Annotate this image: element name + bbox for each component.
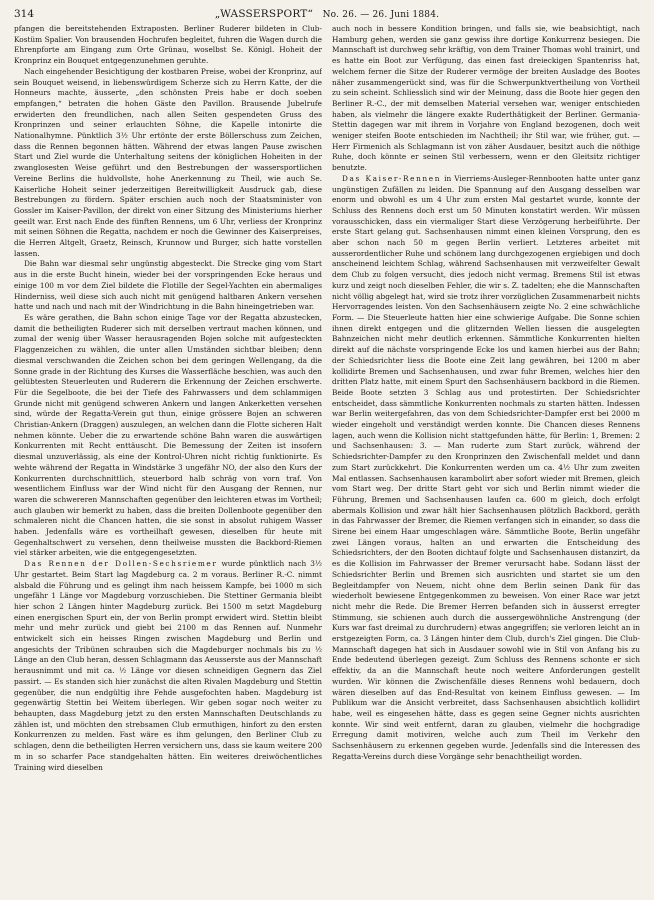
paragraph-body: wurde pünktlich nach 3½ Uhr gestartet. Beim Start lag Magdeburg ca. 2 m voraus. Berliner R.-C. nimmt alsbald die Führung und es gelingt ihm nach heissem Kampfe, bei 1000 m sich ungefähr 1 Länge vor Magdeburg vorzuschieben. Die Stettiner Germania bleibt hier schon 2 Längen hinter Magdeburg zurück. Bei 1500 m setzt Magdeburg einen energischen Spurt ein, der von Berlin prompt erwidert wird. Stettin bleibt mehr und mehr zurück und giebt bei 2100 m das Rennen auf. Nunmehr entwickelt sich ein heisses Ringen zwischen Magdeburg und Berlin und angesichts der Tribünen schrauben sich die Magdeburger nochmals bis zu ½ Länge an den Club heran, dessen Schlagmann das Aeusserste aus der Mannschaft herausnimmt und mit ca. ½ Länge vor diesen schneidigen Gegnern das Ziel passirt. — Es standen sich hier zunächst die alten Rivalen Magdeburg und Stettin gegenüber, die nun endgültig ihre Fehde ausgefochten haben. Magdeburg ist gegenwärtig Stettin bei Weitem überlegen. Wir geben sogar noch weiter zu behaupten, dass Magdeburg jetzt zu den ersten Mannschaften Deutschlands zu zählen ist, und möchten den strebsamen Club ermuthigen, hinfort zu den ersten Konkurrenzen zu melden. Fast wäre es ihm gelungen, den Berliner Club zu schlagen, denn die betheiligten Herren versichern uns, dass sie kaum weitere 200 m in so scharfer Pace standgehalten hätten. Ein weiteres dreiwöchentliches Training wird dieselben [14,559,322,772]
article-columns [14,24,640,894]
issue-info: No. 26. — 26. Juni 1884. [322,10,440,20]
race-heading: Das Kaiser-Rennen [342,173,442,183]
race-heading: Das Rennen der Dollen-Sechsriemer [24,559,218,569]
header-center [14,6,640,23]
right-column [332,24,640,894]
left-column [14,24,322,894]
paragraph: pfangen die bereitstehenden Extraposten. Berliner Ruderer bildeten in Club-Kostüm Spalier. Von brausenden Hochrufen begleitet, fuhren die Wagen durch die Ehrenpforte am Eingang zum Orte Grünau, woselbst Se. Königl. Hoheit der Kronprinz ein Bouquet entgegenzunehmen geruhte. [14,24,322,66]
paragraph [14,559,322,773]
page-number: 314 [14,8,35,20]
paragraph: Es wäre gerathen, die Bahn schon einige Tage vor der Regatta abzustecken, damit die betheiligten Ruderer sich mit derselben vertraut machen können, und zumal der wenig über Wasser herausragenden Bojen solche mit aufgesteckten Flaggenzeichen zu wählen, die unter allen Umständen sichtbar bleiben; denn diesmal verschwanden die Zeichen schon bei dem geringen Wellengang, da die Sonne grade in der Richtung des Kurses die Wasserfläche beschien, was auch den gelübtesten Steuerleuten und Ruderern die Erkennung der Zeichen erschwerte. Für die Segelboote, die bei der Tiefe des Fahrwassers und dem schlammigen Grunde nicht mit genügend schweren Ankern und langen Ankerketten versehen sind, würde der Regatta-Verein gut thun, einige grössere Bojen an schweren Christian-Ankern (Draggen) auszulegen, an welchen dann die Flotte sicheren Halt nehmen könnte. Ueber die zu erwartende schöne Bahn waren die auswärtigen Konkurrenten mit Recht enttäuscht. Die Bemessung der Zeiten ist insofern diesmal unzuverlässig, als eine der Kontrol-Uhren nicht richtig funktionirte. Es wehte während der Regatta in Windstärke 3 ungefähr NO, der also den Kurs der Konkurrenten durchschnittlich, steuerbord halb schräg von vorn traf. Von wesentlichem Einfluss war der Wind nicht für den Ausgang der Rennen, nur waren die schwereren Mannschaften gegenüber den leichteren etwas im Vortheil; auch glauben wir bemerkt zu haben, dass die breiten Dollenboote gegenüber den schmaleren nicht die Chancen hatten, die sie sonst in absolut ruhigem Wasser haben. Jedenfalls wäre es vortheilhaft gewesen, dieselben für heute mit Gegenhaltschwert zu versehen, denn theilweise mussten die Backbord-Riemen viel stärker arbeiten, wie die entgegengesetzten. [14,312,322,558]
page-header [14,6,640,22]
paragraph-body: in Vierriems-Ausleger-Rennbooten hatte unter ganz ungünstigen Zufällen zu leiden. Die Spannung auf den Ausgang desselben war enorm und obwohl es um 4 Uhr zum ersten Mal gestartet wurde, konnte der Schluss des Rennens doch erst um 50 Minuten konstatirt werden. Wir müssen vorausschicken, dass ein viermaliger Start diese Verzögerung herbeiführte. Der erste Start gelang gut. Sachsenhausen nimmt einen kleinen Vorsprung, den es aber schon nach 50 m gegen Berlin verliert. Letzteres arbeitet mit ausserordentlicher Ruhe und schönem lang durchgezogenen ergiebigen und doch anscheinend leichtem Schlag, während Sachsenhausen mit verzweifelter Gewalt dem Club zu folgen versucht, dies jedoch nicht vermag. Bremens Stil ist etwas kurz und zeigt noch dieselben Fehler, die wir s. Z. tadelten; ehe die Mannschaften nicht völlig abgelegt hat, wird sie trotz ihrer vorzüglichen Zusammenarbeit nichts Hervorragendes leisten. Von den Sachsenhäusern zeigte No. 2 eine schwächliche Form. — Die Steuerleute hatten hier eine schwierige Aufgabe. Die Sonne schien ihnen direkt entgegen und die glitzernden Wellen liessen die ausgelegten Bahnzeichen nicht mehr deutlich erkennen. Sämmtliche Konkurrenten hielten direkt auf die nächste vorspringende Ecke los und kamen hierbei aus der Bahn; der Schiedsrichter liess die Boote eine Zeit lang gewähren, bei 1200 m aber kollidirte Bremen und Sachsenhausen, und zwar fuhr Bremen, welches hier den dritten Platz hatte, mit einem Spurt den Sachsenhäusern backbord in die Riemen. Beide Boote setzten 3 Schlag aus und protestirten. Der Schiedsrichter entscheidet, dass sämmtliche Konkurrenten nochmals zu starten hätten. Indessen war Berlin weitergefahren, das von dem Schiedsrichter-Dampfer erst bei 2000 m wieder eingeholt und verständigt werden konnte. Die Chancen dieses Rennens lagen, auch wenn die Kollision nicht stattgefunden hätte, für Berlin: 1, Bremen: 2 und Sachsenhausen: 3. — Man ruderte zum Start zurück, während der Schiedsrichter-Dampfer zu den Kronprinzen den Zwischenfall meldet und dann zum Start zurückkehrt. Die Konkurrenten werden um ca. 4½ Uhr zum zweiten Mal entlassen. Sachsenhausen karambolirt aber sofort wieder mit Bremen, gleich vom Start weg. Der dritte Start geht vor sich und Berlin nimmt wieder die Führung, Bremen und Sachsenhausen laufen ca. 600 m gleich, doch erfolgt abermals Kollision und zwar hält hier Sachsenhausen plötzlich Backbord, geräth in das Fahrwasser der Bremer, die Riemen verfangen sich in einander, so dass die Sirene bei einem Haar umgeschlagen wäre. Sämmtliche Boote, Berlin ungefähr zwei Längen voraus, halten an und erwarten die Entscheidung des Schiedsrichters, der den Booten dichtauf folgte und Sachsenhausen distanzirt, da es die Kollision im Fahrwasser der Bremer verursacht habe. Sodann lässt der Schiedsrichter Berlin und Bremen sich ausrichten und startet sie um den Begleitdampfer von Neuem, nicht ohne dem Berlin seinen Dank für das wiederholt bewiesene Entgegenkommen zu beweisen. Von einer Race war jetzt nicht mehr die Rede. Die Bremer Herren befanden sich in äusserst erregter Stimmung, sie schienen auch durch die aussergewöhnliche Anstrengung (der Kurs war fast dreimal zu durchrudern) etwas angegriffen; sie verloren leicht an in erstgezeigten Form, ca. 3 Längen hinter dem Club, durch's Ziel gingen. Die Club-Mannschaft dagegen hat sich in Ausdauer sowohl wie in Stil von Anfang bis zu Ende bedeutend überlegen gezeigt. Zum Schluss des Rennens schonte er sich effektiv, da an die Mannschaft heute noch weitere Anforderungen gestellt wurden. Wir können die Zwischenfälle dieses Rennens wohl bedauern, doch wären dieselben auf das End-Resultat von keinem Einfluss gewesen. — Im Publikum war die Ansicht verbreitet, dass Sachsenhausen absichtlich kollidirt habe, weil es eingesehen hätte, dass es gegen seine Gegner nichts ausrichten konnte. Wir sind weit entfernt, daran zu glauben, vielmehr die hochgradige Erregung damit motiviren, welche auch zum Theil im Verkehr den Sachsenhäusern zu erkennen gegeben wurde. Jedenfalls sind die Interessen des Regatta-Vereins durch diese Vorgänge sehr benachtheiligt worden. [332,173,640,761]
paragraph [332,174,640,763]
paragraph: Die Bahn war diesmal sehr ungünstig abgesteckt. Die Strecke ging vom Start aus in die erste Bucht hinein, wieder bei der vorspringenden Ecke heraus und einige 100 m vor dem Ziel bildete die Flotille der Segel-Yachten ein abermaliges Hinderniss, weil diese sich auch nicht mit genügend haltbaren Ankern versehen hatte und nach und nach mit der Windrichtung in die Bahn hineingetrieben war. [14,259,322,312]
paragraph: Nach eingehender Besichtigung der kostbaren Preise, wobei der Kronprinz, auf sein Bouquet weisend, in liebenswürdigem Scherze sich zu Herrn Katte, der die Honneurs machte, äusserte, „den schönsten Preis habe er doch soeben empfangen,“ betraten die hohen Gäste den Pavillon. Brausende Jubelrufe erwiderten den freundlichen, nach allen Seiten gespendeten Gruss des Kronprinzen und seiner erlauchten Söhne, die Kapelle intonirte die Nationalhymne. Pünktlich 3½ Uhr ertönte der erste Böllerschuss zum Zeichen, dass die Rennen begonnen hätten. Während der etwas langen Pause zwischen Start und Ziel wurde die Unterhaltung seitens der königlichen Hoheiten in der zwanglosesten Weise geführt und den Bestrebungen der wassersportlichen Vereine Berlins die huldvollste, hohe Anerkennung zu Theil, wie auch Se. Kaiserliche Hoheit seiner jederzeitigen Bereitwilligkeit Ausdruck gab, diese Bestrebungen zu fördern. Später erschien auch noch der Staatsminister von Gossler im Kaiser-Pavillon, der direkt von einer Sitzung des Ministeriums hierher geeilt war. Erst nach Ende des fünften Rennens, um 6 Uhr, verliess der Kronprinz mit seinen Söhnen die Regatta, nachdem er noch die Gewinner des Kaiserpreises, die Herren Altgelt, Graetz, Reinsch, Krunnow und Burger, sich hatte vorstellen lassen. [14,66,322,258]
journal-title: „WASSERSPORT“ [214,8,314,20]
paragraph: auch noch in bessere Kondition bringen, und falls sie, wie beabsichtigt, nach Hamburg gehen, werden sie ganz gewiss ihre dortige Konkurrenz besiegen. Die Mannschaft ist durchweg sehr kräftig, von dem Trainer Thomas wohl trainirt, und es hatte ein Boot zur Verfügung, das einen fast dreieckigen Spantenriss hat, welchem ferner die Sitze der Ruderer vermöge der breiten Ausladge des Bootes näher zusammengerückt sind, was für die Schwerpunktvertheilung von Vortheil zu sein scheint. Schliesslich sind wir der Meinung, dass die Boote hier gegen den Berliner R.-C., der mit demselben Material versehen war, weniger entschieden haben, als vielmehr die längere exakte Ruderthätigkeit der Berliner. Germania-Stettin dagegen war mit ihrem in Vorjahre von England bezogenen, doch weit weniger steifen Boote entschieden im Nachtheil; ihr Stil war, wie früher, gut. — Herr Firmenich als Schlagmann ist von zäher Ausdauer, besitzt auch die nöthige Ruhe, doch könnte er seinen Stil verbessern, wenn er den Gleitsitz richtiger benutzte. [332,24,640,173]
